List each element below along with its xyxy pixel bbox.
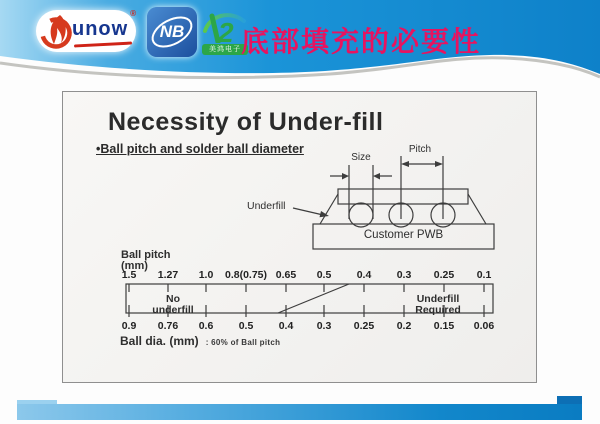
pitch-value: 0.65 [275,269,297,281]
dia-value: 0.76 [157,320,179,332]
zone-left-line1: No [166,293,180,305]
dia-value: 0.15 [433,320,455,332]
slide-content-area [62,91,537,383]
pitch-value: 0.8(0.75) [224,269,268,281]
no-underfill-zone-label [123,294,223,316]
header-banner [0,0,600,90]
zone-divider-diagonal [278,284,349,313]
dia-value: 0.4 [278,320,294,332]
pitch-value: 0.3 [396,269,412,281]
footer-bar [17,404,582,420]
scale-top-ticks [129,284,484,292]
size-label: Size [351,152,371,163]
dia-value: 0.5 [238,320,254,332]
pitch-value: 1.0 [198,269,214,281]
ball-dia-title: Ball dia. (mm) [120,334,199,348]
nb-logo [147,7,197,57]
dia-value: 0.9 [121,320,137,332]
zone-right-line2: Required [415,304,461,316]
dia-value: 0.25 [353,320,375,332]
solder-ball [349,203,373,227]
axis-unit: (mm) [121,259,148,272]
underfill-label: Underfill [247,200,286,212]
page-title: 底部填充的必要性 [241,26,482,57]
customer-pwb-label: Customer PWB [363,229,444,241]
axis-title: Ball pitch [121,249,171,261]
pitch-value: 1.5 [121,269,137,281]
pitch-value: 0.4 [356,269,372,281]
underfill-required-zone-label [388,294,488,316]
ball-pitch-axis-label [121,250,171,271]
ball-dia-label [120,334,280,348]
sunow-flame-icon [37,11,77,51]
dia-value: 0.3 [316,320,332,332]
zone-left-line2: underfill [152,304,194,316]
dia-value: 0.06 [473,320,495,332]
sunow-underline [74,41,132,47]
meihong-caption: 美鸿电子 [202,44,248,55]
slide-heading: Necessity of Under-fill [108,108,384,136]
chip-outline [338,189,468,204]
pitch-value: 0.25 [433,269,455,281]
pitch-value: 1.27 [157,269,179,281]
dia-value: 0.6 [198,320,214,332]
ball-dia-note: : 60% of Ball pitch [205,338,281,347]
underfill-fillet-right [468,194,486,224]
underfill-fillet-left [320,194,338,224]
svg-text:2: 2 [218,17,234,43]
registered-mark: ® [130,9,136,18]
underfill-arrow [293,208,321,215]
pitch-value: 0.5 [316,269,332,281]
pitch-label: Pitch [408,144,432,155]
zone-right-line1: Underfill [416,293,460,305]
sunow-logo [36,10,136,52]
slide-bullet: •Ball pitch and solder ball diameter [96,142,304,156]
dia-value: 0.2 [396,320,412,332]
sunow-wordmark: unow [72,18,129,40]
nb-wordmark: NB [159,22,185,41]
pitch-value: 0.1 [476,269,492,281]
